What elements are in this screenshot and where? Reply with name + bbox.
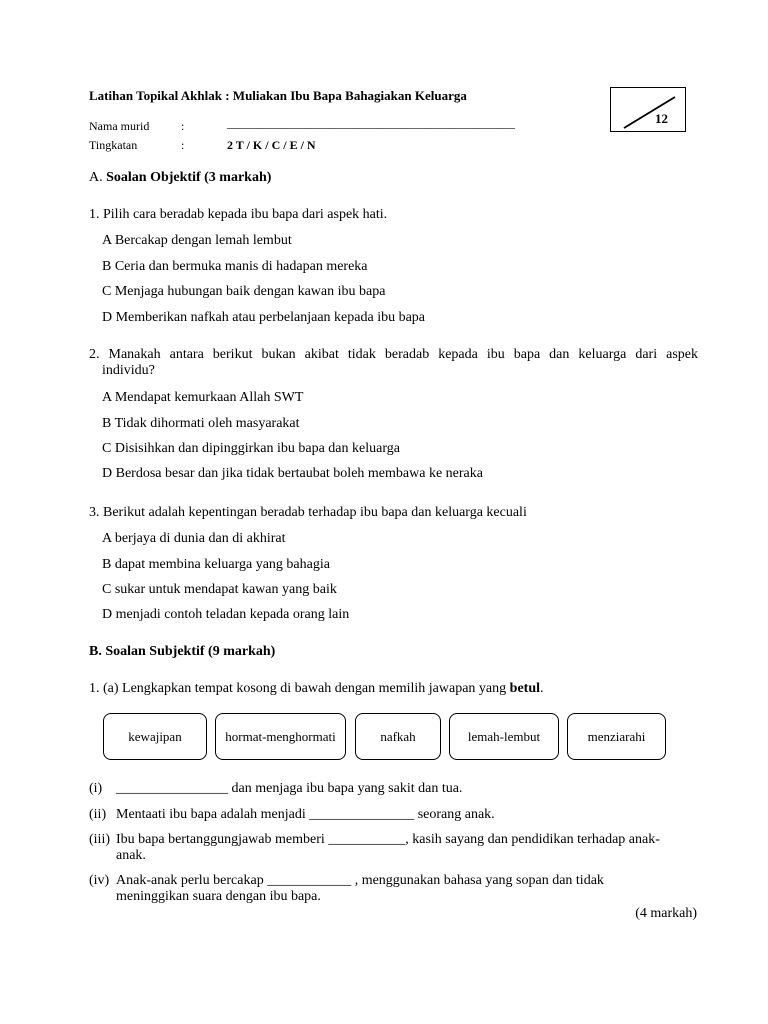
section-a-prefix: A.: [89, 170, 103, 185]
question-2: 2. Manakah antara berikut bukan akibat tidak beradab kepada ibu bapa dan keluarga dari aspek: [89, 347, 698, 362]
fill-blank-item: Ibu bapa bertanggungjawab memberi ___________, kasih sayang dan pendidikan terhadap anak-anak.: [116, 832, 660, 863]
fill-blank-item: Anak-anak perlu bercakap ____________ , menggunakan bahasa yang sopan dan tidak meninggikan suara dengan ibu bapa.: [116, 873, 604, 904]
q3-option-c: C sukar untuk mendapat kawan yang baik: [102, 582, 337, 597]
word-bank-item: kewajipan: [103, 713, 207, 760]
instruction-end: .: [540, 681, 544, 696]
word-bank-item: hormat-menghormati: [215, 713, 346, 760]
word-bank-item: menziarahi: [567, 713, 666, 760]
form-label: Tingkatan: [89, 138, 138, 152]
q1-option-b: B Ceria dan bermuka manis di hadapan mereka: [102, 259, 368, 274]
fill-blank-item: Mentaati ibu bapa adalah menjadi _______________ seorang anak.: [116, 807, 495, 822]
item-number: (iii): [89, 832, 110, 847]
instruction-bold: betul: [509, 681, 540, 696]
q3-option-b: B dapat membina keluarga yang bahagia: [102, 557, 330, 572]
score-slash-icon: [611, 88, 687, 133]
section-a-title: Soalan Objektif (3 markah): [106, 170, 272, 185]
item-number: (ii): [89, 807, 107, 822]
word-bank-item: nafkah: [355, 713, 441, 760]
fill-blank-item: ________________ dan menjaga ibu bapa yang sakit dan tua.: [116, 781, 463, 796]
form-options: 2 T / K / C / E / N: [227, 138, 316, 152]
question-1: 1. Pilih cara beradab kepada ibu bapa dari aspek hati.: [89, 207, 388, 222]
q1-option-d: D Memberikan nafkah atau perbelanjaan kepada ibu bapa: [102, 310, 426, 325]
score-total: 12: [655, 111, 668, 126]
q1-option-c: C Menjaga hubungan baik dengan kawan ibu bapa: [102, 284, 386, 299]
worksheet-title: Latihan Topikal Akhlak : Muliakan Ibu Bapa Bahagiakan Keluarga: [89, 88, 467, 103]
q3-option-a: A berjaya di dunia dan di akhirat: [102, 531, 286, 546]
item-number: (i): [89, 781, 103, 796]
q2-option-c: C Disisihkan dan dipinggirkan ibu bapa dan keluarga: [102, 441, 400, 456]
section-b-instruction: [89, 680, 544, 697]
q2-option-b: B Tidak dihormati oleh masyarakat: [102, 416, 300, 431]
name-line: ________________________________________________: [227, 116, 515, 130]
word-bank-item: lemah-lembut: [449, 713, 559, 760]
question-3: 3. Berikut adalah kepentingan beradab terhadap ibu bapa dan keluarga kecuali: [89, 505, 527, 520]
q3-option-d: D menjadi contoh teladan kepada orang lain: [102, 607, 350, 622]
question-2-cont: individu?: [102, 363, 155, 378]
q2-option-d: D Berdosa besar dan jika tidak bertaubat boleh membawa ke neraka: [102, 466, 483, 481]
name-colon: :: [181, 119, 185, 133]
q2-option-a: A Mendapat kemurkaan Allah SWT: [102, 390, 304, 405]
score-box: [610, 87, 686, 132]
name-label: Nama murid: [89, 119, 150, 133]
marks-label: (4 markah): [635, 906, 697, 921]
section-a-heading: [89, 170, 271, 186]
instruction-text: 1. (a) Lengkapkan tempat kosong di bawah dengan memilih jawapan yang: [89, 681, 510, 696]
item-number: (iv): [89, 873, 110, 888]
form-colon: :: [181, 138, 185, 152]
section-b-title: B. Soalan Subjektif (9 markah): [89, 644, 276, 659]
q1-option-a: A Bercakap dengan lemah lembut: [102, 233, 292, 248]
